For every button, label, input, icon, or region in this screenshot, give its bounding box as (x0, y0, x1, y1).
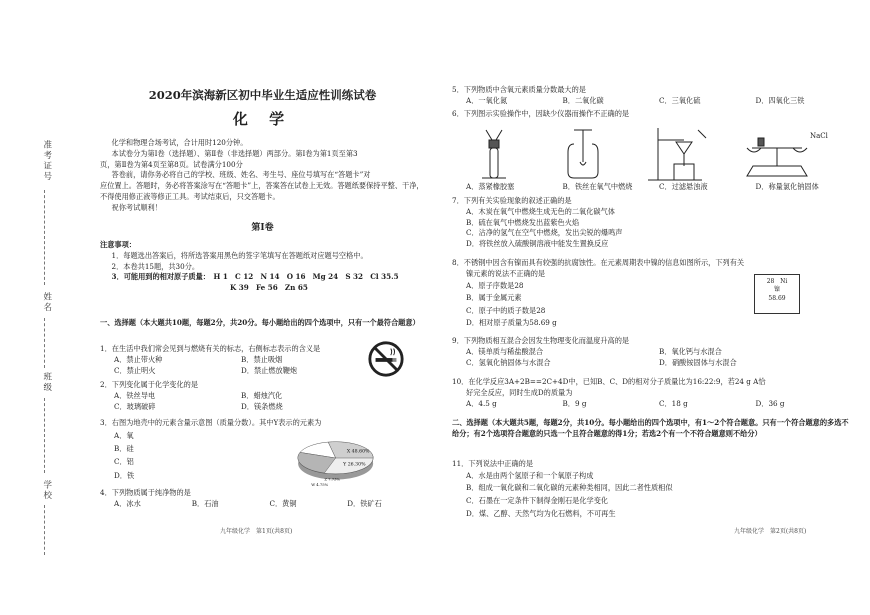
option-d: D．四氧化三铁 (755, 95, 805, 105)
option-d: D．铁矿石 (347, 498, 382, 508)
filtration-figure (648, 128, 706, 180)
page-2 (452, 0, 852, 615)
iron-wire-figure (568, 130, 598, 178)
name-line (44, 318, 45, 368)
option-b: B．石油 (191, 498, 219, 508)
question-text: 7．下列有关实验现象的叙述正确的是 (452, 196, 572, 205)
question-text: 3．右图为地壳中的元素含量示意图（质量分数）。其中Y表示的元素为 (100, 418, 322, 427)
question-text: 9．下列物质相互混合会因发生物理变化而温度升高的是 (452, 336, 630, 345)
option-a: A．原子序数是28 (466, 280, 524, 290)
option-a: A．镁单质与稀盐酸混合 (466, 346, 544, 356)
option-c: C．禁止明火 (114, 365, 156, 375)
option-c: C．石墨在一定条件下制得金刚石是化学变化 (466, 495, 609, 505)
option-a: A．4.5 g (466, 398, 497, 408)
question-text: 1．在生活中我们常会见到与燃烧有关的标志，右侧标志表示的含义是 (100, 344, 321, 353)
option-d: D．铁 (114, 470, 135, 480)
note-line: 2．本卷共15题，共30分。 (111, 261, 200, 271)
page-1 (100, 0, 425, 615)
name-label: 姓名 (41, 292, 52, 313)
question-11 (452, 459, 852, 520)
option-d: D．煤、乙醇、天然气均为化石燃料，不可再生 (466, 508, 616, 518)
question-text: 8．不锈钢中因含有镍而具有较强的抗腐蚀性。在元素周期表中镍的信息如图所示，下列有关 (452, 258, 745, 267)
option-b: B．铁丝在氧气中燃烧 (562, 182, 633, 191)
subject-title: 化 学 (232, 110, 293, 128)
school-label: 学校 (41, 480, 52, 501)
balance-figure (747, 138, 807, 176)
note-line: 1．每题选出答案后，将所选答案用黑色的签字笔填写在答题纸对应题号空格中。 (111, 250, 368, 260)
option-a: A．氧 (114, 430, 134, 440)
ni-mass: 58.69 (768, 294, 786, 302)
lab-operation-figures (462, 126, 842, 184)
section-one-heading: 一、选择题（本大题共10题，每题2分，共20分。每小题给出的四个选项中，只有一个最符合题意） (100, 318, 420, 327)
section-two-heading: 二、选择题（本大题共5题，每题2分，共10分。每小题给出的四个选项中，有1～2个符合题意。只有一个符合题意的多选不给分；有2个选项符合题意的只选一个且符合题意的得1分；若选2个有一个不符合题意则不给分） (452, 418, 849, 438)
option-d: D．将铁丝放入硫酸铜溶液中能发生置换反应 (466, 239, 609, 249)
instructions (100, 138, 425, 214)
option-d: D．镁条燃烧 (241, 401, 283, 411)
ni-name: 镍 (773, 286, 780, 294)
crust-element-pie-chart (290, 428, 385, 488)
stopper-figure (482, 130, 506, 178)
no-smoking-icon (367, 340, 405, 378)
option-b: B．组成一氧化碳和二氧化碳的元素种类相同，因此二者性质相似 (466, 483, 673, 493)
question-text-cont: 好完全反应，同时生成D的质量为 (466, 387, 573, 397)
option-c: C．18 g (659, 398, 688, 408)
question-5 (452, 85, 852, 107)
page-footer: 九年级化学 第1页(共8页) (220, 528, 293, 535)
ni-atomic-number: 28 (766, 278, 775, 285)
pie-label-y: Y 26.30% (343, 462, 366, 468)
notes-heading: 注意事项： (100, 240, 136, 249)
option-c: C．氢氧化钠固体与水混合 (466, 357, 551, 367)
option-b: B．硫在氧气中燃烧发出蓝紫色火焰 (466, 217, 580, 227)
class-label: 班级 (41, 372, 52, 393)
option-c: C．铝 (114, 457, 134, 467)
note-line: 3．可能用到的相对原子质量： H 1 C 12 N 14 O 16 Mg 24 S 32 Cl 35.5 (111, 272, 399, 282)
option-b: B．禁止吸烟 (241, 354, 283, 364)
question-4 (100, 488, 425, 510)
pie-label-w: W 4.75% (311, 483, 329, 488)
question-10 (452, 377, 852, 409)
intro-line: 本试卷分为第Ⅰ卷（选择题）、第Ⅱ卷（非选择题）两部分。第Ⅰ卷为第1页至第3 (111, 148, 358, 158)
exam-number-line (44, 190, 45, 285)
page-footer: 九年级化学 第2页(共8页) (734, 528, 807, 535)
option-a: A．一氧化氮 (466, 95, 508, 105)
option-a: A．蒸紧橡胶塞 (466, 182, 515, 191)
intro-line: 页，第Ⅱ卷为第4页至第8页。试卷满分100分 (100, 159, 243, 169)
question-text: 11．下列说法中正确的是 (452, 459, 534, 468)
notes (100, 240, 425, 294)
exam-title: 2020年滨海新区初中毕业生适应性训练试卷 (148, 88, 377, 102)
option-d: D．36 g (755, 398, 785, 408)
note-line: K 39 Fe 56 Zn 65 (230, 283, 308, 293)
option-d: D．相对原子质量为58.69 g (466, 318, 557, 328)
option-d: D．硝酸铵固体与水混合 (659, 357, 737, 367)
pie-label-z: Z 7.73% (324, 477, 341, 482)
question-text: 6．下列图示实验操作中，因缺少仪器而操作不正确的是 (452, 109, 630, 118)
question-text: 2．下列变化属于化学变化的是 (100, 380, 199, 389)
question-text: 5．下列物质中含氧元素质量分数最大的是 (452, 85, 586, 94)
question-9 (452, 336, 852, 368)
question-text: 10．在化学反应3A+2B==2C+4D中，已知B、C、D的相对分子质量比为16:22:9，若24 g A恰 (452, 377, 766, 386)
option-c: C．黄铜 (269, 498, 297, 508)
nickel-element-card (754, 274, 800, 314)
option-d: D．称量氯化钠固体 (755, 182, 819, 191)
option-b: B．蜡烛汽化 (241, 390, 283, 400)
option-c: C．三氧化硫 (659, 95, 701, 105)
pie-label-x: X 48.60% (346, 449, 370, 455)
part-one-heading: 第Ⅰ卷 (251, 223, 274, 233)
question-1 (100, 344, 368, 376)
option-b: B．二氧化碳 (562, 95, 604, 105)
option-b: B．氧化钙与水混合 (659, 346, 722, 356)
option-d: D．禁止燃放鞭炮 (241, 365, 298, 375)
question-6-options (452, 182, 852, 193)
option-b: B．硅 (114, 444, 134, 454)
option-c: C．沾净的氢气在空气中燃烧，发出尖锐的爆鸣声 (466, 228, 623, 238)
question-text-cont: 镍元素的说法不正确的是 (466, 268, 546, 278)
intro-line: 应位置上。答题时，务必将答案涂写在“答题卡”上，答案答在试卷上无效。答题纸要保持平整、干净，不得使用修正液等修正工具。考试结束后，只交答题卡。 (100, 181, 424, 201)
class-line (44, 398, 45, 473)
question-6 (452, 109, 852, 120)
option-c: C．原子中的质子数是28 (466, 305, 546, 315)
question-7 (452, 196, 852, 250)
option-a: A．禁止带火种 (114, 354, 163, 364)
school-line (44, 505, 45, 555)
intro-line: 化学和物理合场考试，合计用时120分钟。 (111, 138, 248, 147)
option-b: B．属于金属元素 (466, 293, 522, 303)
intro-line: 祝你考试顺利！ (111, 202, 162, 212)
option-a: A．冰水 (114, 498, 141, 508)
ni-symbol: Ni (780, 278, 788, 285)
option-c: C．玻璃破碎 (114, 401, 156, 411)
intro-line: 答卷前，请你务必将自己的学校、班级、姓名、考生号、座位号填写在“答题卡”对 (111, 170, 371, 180)
nacl-label: NaCl (810, 132, 828, 140)
option-b: B．9 g (562, 398, 587, 408)
option-a: A．铁丝导电 (114, 390, 156, 400)
question-2 (100, 380, 368, 412)
exam-number-label: 准考证号 (41, 140, 52, 182)
binding-margin (0, 0, 70, 615)
option-c: C．过滤悬浊液 (659, 182, 708, 191)
option-a: A．木炭在氧气中燃烧生成无色的二氧化碳气体 (466, 206, 615, 216)
question-text: 4．下列物质属于纯净物的是 (100, 488, 191, 497)
option-a: A．水是由两个氢原子和一个氧原子构成 (466, 470, 594, 480)
